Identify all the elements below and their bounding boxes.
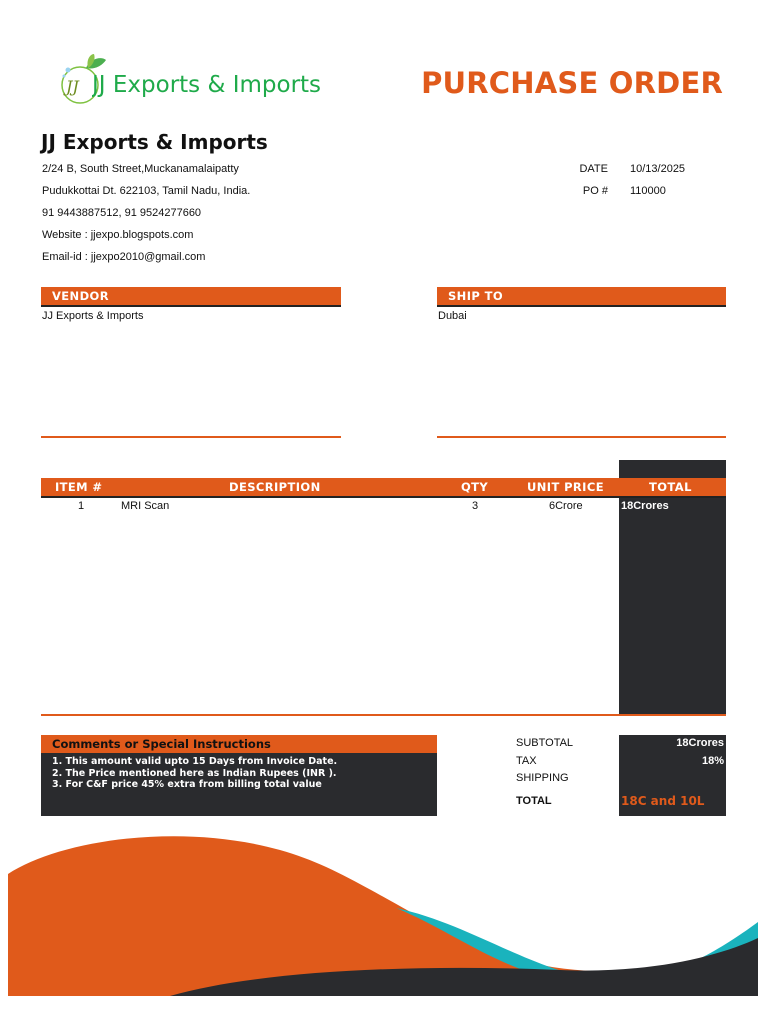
shipping-label: SHIPPING xyxy=(516,772,569,784)
company-email: Email-id : jjexpo2010@gmail.com xyxy=(42,251,206,263)
date-value[interactable]: 10/13/2025 xyxy=(630,163,686,175)
column-description: DESCRIPTION xyxy=(229,480,321,494)
ship-to-heading: SHIP TO xyxy=(437,287,726,307)
comment-line-2: 2. The Price mentioned here as Indian Rupees (INR ). xyxy=(52,767,337,779)
company-phone: 91 9443887512, 91 9524277660 xyxy=(42,207,202,219)
date-label: DATE xyxy=(579,163,608,175)
table-row[interactable] xyxy=(41,500,726,516)
tax-label: TAX xyxy=(516,755,537,767)
document-title: PURCHASE ORDER xyxy=(421,66,723,100)
column-unit-price: UNIT PRICE xyxy=(527,480,604,494)
subtotal-label: SUBTOTAL xyxy=(516,737,574,749)
comment-line-3: 3. For C&F price 45% extra from billing total value xyxy=(52,779,322,790)
column-total: TOTAL xyxy=(649,480,692,494)
table-bottom-divider xyxy=(41,714,726,716)
row-qty: 3 xyxy=(472,500,479,512)
po-number-label: PO # xyxy=(582,185,608,197)
company-name: JJ Exports & Imports xyxy=(41,130,268,154)
address-line-2: Pudukkottai Dt. 622103, Tamil Nadu, India. xyxy=(42,185,251,197)
row-unit-price: 6Crore xyxy=(549,500,583,512)
row-description: MRI Scan xyxy=(121,500,170,512)
logo-wordmark: JJ Exports & Imports xyxy=(92,72,322,98)
vendor-divider xyxy=(41,436,341,438)
vendor-name[interactable]: JJ Exports & Imports xyxy=(42,310,144,322)
comment-line-1: 1. This amount valid upto 15 Days from Invoice Date. xyxy=(52,756,338,767)
vendor-heading: VENDOR xyxy=(41,287,341,307)
total-column-background xyxy=(619,460,726,716)
comments-box xyxy=(41,735,437,816)
row-total: 18Crores xyxy=(621,500,669,512)
logo-mark: JJ xyxy=(66,77,79,96)
decorative-wave-graphic xyxy=(0,830,768,1024)
total-label: TOTAL xyxy=(516,795,552,807)
company-website: Website : jjexpo.blogspots.com xyxy=(42,229,194,241)
subtotal-value: 18Crores xyxy=(676,737,724,749)
column-item: ITEM # xyxy=(55,480,103,494)
row-item-number: 1 xyxy=(78,500,85,512)
items-table-header xyxy=(41,478,726,498)
tax-value[interactable]: 18% xyxy=(701,755,724,767)
comments-body xyxy=(41,753,437,816)
address-line-1: 2/24 B, South Street,Muckanamalaipatty xyxy=(42,163,239,175)
ship-to-name[interactable]: Dubai xyxy=(438,310,467,322)
comments-heading: Comments or Special Instructions xyxy=(41,735,437,753)
total-value: 18C and 10L xyxy=(621,794,705,808)
ship-to-divider xyxy=(437,436,726,438)
po-number-value[interactable]: 110000 xyxy=(630,185,666,197)
column-qty: QTY xyxy=(461,480,489,494)
